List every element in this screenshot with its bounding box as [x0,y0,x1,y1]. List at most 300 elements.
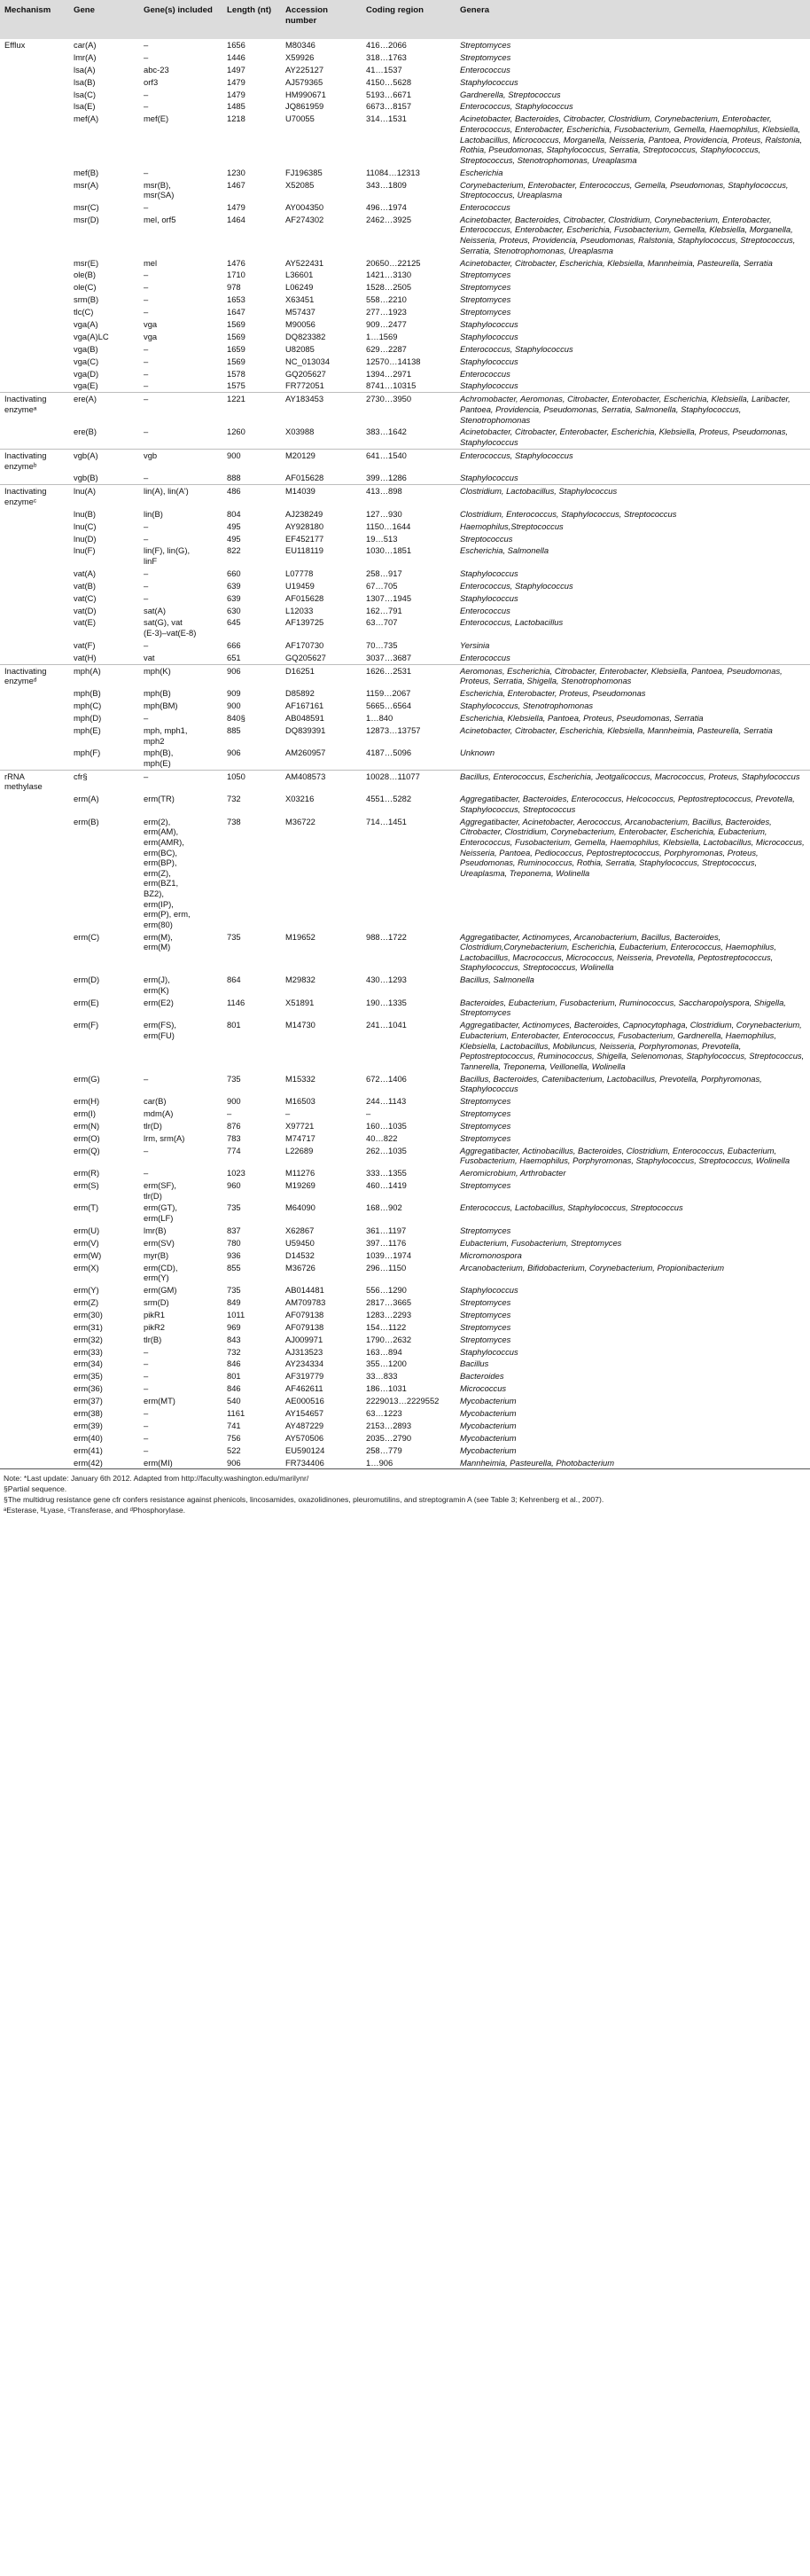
coding-region-cell: 12873…13757 [366,724,421,735]
table-row [0,380,810,392]
genes-included-cell: – [144,580,149,591]
genes-included-cell: erm(J), erm(K) [144,975,170,995]
length-cell: 486 [222,485,281,508]
mechanism-cell [0,652,69,664]
mechanism-cell [0,257,69,270]
genes-included-cell: mph(B) [144,688,171,699]
table-row [0,76,810,89]
mechanism-cell [0,472,69,484]
accession-cell: M74717 [285,1132,315,1143]
genes-included-cell: erm(GT), erm(LF) [144,1202,178,1224]
accession-cell: AY004350 [285,201,324,212]
gene-cell: vat(E) [74,617,97,628]
table-row [0,664,810,687]
mechanism-cell [0,269,69,281]
coding-region-cell: 2462…3925 [366,214,412,224]
length-cell: 1146 [227,997,245,1007]
genera-cell: Streptomyces [460,1108,511,1118]
length-cell: 864 [227,975,241,985]
genes-included-cell: pikR2 [144,1321,165,1332]
genes-included-cell: erm(CD), erm(Y) [144,1262,178,1283]
coding-region-cell: 1790…2632 [366,1334,412,1344]
gene-cell: erm(Y) [74,1285,99,1296]
table-row [0,51,810,64]
genes-included-cell: lrm, srm(A) [144,1132,185,1143]
table-header [0,0,810,39]
mechanism-cell [0,1457,69,1469]
mechanism-cell [0,1346,69,1358]
coding-region-cell: 1150…1644 [366,521,411,531]
mechanism-cell [0,179,69,201]
mechanism-cell [0,1420,69,1432]
table-row [0,700,810,712]
length-cell: 1653 [227,294,245,305]
header-mechanism: Mechanism [4,5,51,15]
gene-cell: erm(A) [74,794,99,804]
length-cell: 783 [227,1132,241,1143]
length-cell: 756 [227,1432,241,1443]
mechanism-cell [0,747,69,770]
coding-region-cell: 2817…3665 [366,1297,412,1308]
accession-cell: L06249 [285,282,314,293]
length-cell: 630 [227,605,241,615]
genera-cell: Staphylococcus [460,473,518,483]
genes-included-cell: – [144,89,149,99]
length-cell: 522 [227,1445,241,1455]
coding-region-cell: 988…1722 [366,931,407,942]
table-row [0,1019,810,1072]
table-row [0,652,810,664]
genes-included-cell: – [144,368,149,379]
length-cell: 1050 [222,770,281,793]
genes-included-cell: vgb [139,449,222,472]
genera-cell: Bacillus, Salmonella [460,975,534,985]
accession-cell: GQ205627 [285,652,326,662]
length-cell: 732 [227,1346,241,1357]
genes-included-cell: – [144,568,149,578]
gene-cell: erm(33) [74,1346,103,1357]
length-cell: 900 [222,449,281,472]
accession-cell: L36601 [285,270,314,280]
table-row [0,1346,810,1358]
table-row [0,472,810,484]
table-row [0,1321,810,1334]
mechanism-cell [0,592,69,605]
coding-region-cell: 1394…2971 [366,368,412,379]
mechanism-cell [0,1395,69,1407]
table-row [0,294,810,306]
table-row [0,1179,810,1202]
mechanism-cell [0,1445,69,1457]
gene-cell: lsa(A) [74,64,96,74]
gene-cell: erm(37) [74,1396,103,1406]
gene-cell: erm(R) [74,1168,100,1178]
table-notes [0,1469,810,1515]
mechanism-cell [0,1309,69,1321]
length-cell: 495 [227,533,241,544]
length-cell: 666 [227,639,241,650]
table-row [0,1108,810,1120]
gene-cell: erm(X) [74,1262,99,1272]
coding-region-cell: 641…1540 [362,449,456,472]
table-row [0,1132,810,1145]
table-row [0,179,810,201]
header-coding-region: Coding region [366,5,424,15]
accession-cell: JQ861959 [285,101,324,112]
length-cell: 1260 [227,427,245,437]
table-row [0,89,810,101]
length-cell: 909 [227,688,241,699]
table-row [0,521,810,533]
gene-cell: erm(39) [74,1420,103,1430]
length-cell: 936 [227,1249,241,1260]
table-body [0,39,810,1469]
gene-cell: erm(Q) [74,1145,100,1155]
genera-cell: Enterococcus [460,201,510,212]
genes-included-cell: vga [144,319,158,329]
coding-region-cell: 1030…1851 [366,545,412,556]
genera-cell: Staphylococcus [460,356,518,366]
accession-cell: AF167161 [285,701,324,711]
coding-region-cell: 10028…11077 [362,770,456,793]
coding-region-cell: 67…705 [366,580,398,591]
genes-included-cell: mph(B), mph(E) [144,748,174,768]
table-row [0,368,810,380]
gene-cell: erm(U) [74,1225,100,1235]
length-cell: 741 [227,1420,241,1430]
length-cell: 1464 [227,214,245,224]
mechanism-cell [0,426,69,449]
genera-cell: Enterococcus, Staphylococcus [460,580,573,591]
accession-cell: AJ313523 [285,1346,323,1357]
genes-included-cell: sat(G), vat (E-3)–vat(E-8) [144,617,197,638]
accession-cell: D16251 [281,664,362,687]
coding-region-cell: 40…822 [366,1132,398,1143]
genes-included-cell: lmr(B) [144,1225,167,1235]
genes-included-cell: – [144,167,149,177]
coding-region-cell: 399…1286 [366,473,407,483]
genera-cell: Bacillus, Bacteroides, Catenibacterium, Lactobacillus, Prevotella, Porphyromonas, Staphylococcus [460,1073,762,1094]
mechanism-cell [0,1382,69,1395]
gene-cell: cfr§ [69,770,139,793]
coding-region-cell: 1421…3130 [366,270,412,280]
genes-included-cell: tlr(B) [144,1334,162,1344]
length-cell: 1659 [227,343,245,354]
coding-region-cell: 318…1763 [366,51,407,62]
header-genes-included: Gene(s) included [144,5,213,15]
coding-region-cell: 1626…2531 [362,664,456,687]
gene-cell: mef(A) [74,114,99,124]
genera-cell: Staphylococcus [460,380,518,391]
genera-cell: Mycobacterium [460,1408,517,1419]
genes-included-cell: lin(A), lin(A') [139,485,222,508]
genera-cell: Aggregatibacter, Bacteroides, Enterococcus, Helcococcus, Peptostreptococcus, Prevotella, Staphylococcus, Streptococcus [460,794,795,814]
gene-cell: lsa(B) [74,76,96,87]
coding-region-cell: 361…1197 [366,1225,407,1235]
gene-cell: car(A) [74,40,97,50]
accession-cell: AF170730 [285,639,324,650]
gene-cell: ere(B) [74,427,97,437]
mechanism-cell [0,1120,69,1132]
mechanism-cell [0,1407,69,1420]
length-cell: 738 [227,816,241,826]
coding-region-cell: 1307…1945 [366,592,412,603]
length-cell: 1569 [227,356,245,366]
table-row [0,1225,810,1237]
accession-cell: M15332 [285,1073,315,1084]
mechanism-cell [0,1019,69,1072]
coding-region-cell: 160…1035 [366,1120,407,1131]
coding-region-cell: 258…917 [366,568,402,578]
accession-cell: EU118119 [285,545,323,556]
accession-cell: L07778 [285,568,314,578]
gene-cell: erm(D) [74,975,100,985]
accession-cell: FR734406 [281,1457,362,1469]
gene-cell: vga(D) [74,368,99,379]
gene-cell: mph(C) [74,701,102,711]
coding-region-cell: 163…894 [366,1346,402,1357]
accession-cell: M36726 [285,1262,315,1272]
table-row [0,257,810,270]
table-row [0,1249,810,1262]
table-row [0,1095,810,1108]
mechanism-cell [0,294,69,306]
length-cell: 1647 [227,307,245,317]
accession-cell: X97721 [285,1120,315,1131]
mechanism-cell [0,1284,69,1296]
genes-included-cell: – [144,521,149,531]
table-row [0,1120,810,1132]
genes-included-cell: – [144,294,149,305]
genes-included-cell: erm(2), erm(AM), erm(AMR), erm(BC), erm(BP), erm(Z), erm(BZ1, BZ2), erm(IP), erm(P), erm, erm(80) [144,816,191,929]
length-cell: 885 [227,724,241,735]
mechanism-cell [0,700,69,712]
table-row [0,449,810,472]
accession-cell: D14532 [285,1249,315,1260]
accession-cell: AY928180 [285,521,324,531]
coding-region-cell: 1…906 [362,1457,456,1469]
mechanism-cell [0,1167,69,1179]
coding-region-cell: 314…1531 [366,114,407,124]
accession-cell: AB048591 [285,713,324,724]
coding-region-cell: 629…2287 [366,343,407,354]
length-cell: 774 [227,1145,241,1155]
table-row [0,343,810,356]
table-row [0,793,810,815]
genes-included-cell: orf3 [144,76,159,87]
coding-region-cell: 4187…5096 [366,748,412,758]
accession-cell: U59450 [285,1237,315,1248]
length-cell: 735 [227,1285,241,1296]
genera-cell: Bacillus, Enterococcus, Escherichia, Jeotgalicoccus, Macrococcus, Proteus, Staphylococcus [456,770,810,793]
accession-cell: AF015628 [285,592,324,603]
genera-cell: Acinetobacter, Citrobacter, Escherichia, Klebsiella, Mannheimia, Pasteurella, Serratia [460,257,773,268]
coding-region-cell: 1528…2505 [366,282,412,293]
accession-cell: M20129 [281,449,362,472]
mechanism-cell [0,639,69,652]
length-cell: 849 [227,1297,241,1308]
coding-region-cell: 2730…3950 [362,393,456,427]
mechanism-cell [0,306,69,318]
table-row [0,1145,810,1167]
genera-cell: Bacillus [460,1358,489,1369]
genes-included-cell: – [144,101,149,112]
gene-cell: vga(C) [74,356,99,366]
mechanism-cell [0,76,69,89]
accession-cell: AM260957 [285,748,326,758]
table-row [0,269,810,281]
mechanism-cell [0,1202,69,1224]
accession-cell: M64090 [285,1202,315,1213]
coding-region-cell: 343…1809 [366,179,407,190]
accession-cell: M29832 [285,975,315,985]
genera-cell: Streptomyces [460,1297,511,1308]
genera-cell: Streptomyces [460,282,511,293]
genes-included-cell: – [144,473,149,483]
accession-cell: M19652 [285,931,315,942]
gene-cell: erm(O) [74,1132,100,1143]
length-cell: 735 [227,1073,241,1084]
gene-cell: erm(34) [74,1358,103,1369]
length-cell: 804 [227,508,241,519]
genera-cell: Haemophilus,Streptococcus [460,521,564,531]
genera-cell: Achromobacter, Aeromonas, Citrobacter, Enterobacter, Escherichia, Klebsiella, Laribacter, Pantoea, Providencia, Pseudomonas, Serratia, Salmonella, Staphylococcus, Stenotrophomonas [456,393,810,427]
genes-included-cell: srm(D) [144,1297,169,1308]
accession-cell: AM709783 [285,1297,326,1308]
length-cell: 822 [227,545,241,556]
genes-included-cell: – [144,51,149,62]
genes-included-cell: – [144,201,149,212]
accession-cell: M14730 [285,1020,315,1030]
accession-cell: L12033 [285,605,314,615]
length-cell: 495 [227,521,241,531]
genes-included-cell: erm(SF), tlr(D) [144,1180,176,1201]
gene-cell: vat(D) [74,605,97,615]
gene-cell: erm(I) [74,1108,96,1118]
genes-included-cell: – [139,770,222,793]
gene-cell: erm(40) [74,1432,103,1443]
genera-cell: Aggregatibacter, Acinetobacter, Aerococcus, Arcanobacterium, Bacillus, Bacteroides, Citrobacter, Clostridium, Corynebacterium, Enterobacter, Escherichia, Eubacterium, Enterococcus, Fusobacterium, Gemella, Haemophilus, Klebsiella, Lactobacillus, Micrococcus, Neisseria, Pantoea, Pediococcus, Peptostreptococcus, Porphyromonas, Proteus, Pseudomonas, Ruminococcus, Rothia, Serratia, Staphylococcus, Streptococcus, Ureaplasma, Treponema, Wolinella [460,816,805,878]
table-row [0,712,810,724]
mechanism-cell [0,1095,69,1108]
accession-cell: X03988 [285,427,315,437]
accession-cell: X62867 [285,1225,315,1235]
gene-cell: vat(H) [74,652,97,662]
genes-included-cell: erm(GM) [144,1285,177,1296]
gene-cell: ole(B) [74,270,97,280]
table-row [0,770,810,793]
genera-cell: Streptomyces [460,1321,511,1332]
mechanism-cell [0,380,69,392]
genes-included-cell: – [144,1383,149,1394]
length-cell: 876 [227,1120,241,1131]
genes-included-cell: – [144,1445,149,1455]
genes-included-cell: – [144,1420,149,1430]
header-row [0,0,810,39]
genes-included-cell: mph(K) [139,664,222,687]
genera-cell: Enterococcus, Lactobacillus [460,617,564,628]
genera-cell: Enterococcus, Staphylococcus [460,101,573,112]
genera-cell: Streptomyces [460,1180,511,1190]
coding-region-cell: 909…2477 [366,319,407,329]
table-row [0,544,810,567]
genes-included-cell: erm(E2) [144,997,174,1007]
accession-cell: M57437 [285,307,315,317]
genera-cell: Streptomyces [460,1309,511,1319]
mechanism-cell [0,201,69,214]
length-cell: 960 [227,1180,241,1190]
mechanism-cell [0,1296,69,1309]
genera-cell: Streptomyces [460,307,511,317]
mechanism-cell [0,580,69,592]
coding-region-cell: 1159…2067 [366,688,411,699]
length-cell: – [227,1108,232,1118]
table-row [0,639,810,652]
gene-cell: vat(F) [74,639,96,650]
coding-region-cell: 154…1122 [366,1321,407,1332]
length-cell: 1230 [227,167,245,177]
genera-cell: Streptomyces [460,1120,511,1131]
accession-cell: DQ823382 [285,331,326,341]
genes-included-cell: lin(F), lin(G), linF [144,545,191,567]
coding-region-cell: 5665…6564 [366,701,412,711]
genera-cell: Eubacterium, Fusobacterium, Streptomyces [460,1237,622,1248]
mechanism-cell [0,712,69,724]
gene-cell: msr(C) [74,201,99,212]
accession-cell: X03216 [285,794,315,804]
length-cell: 1476 [227,257,245,268]
mechanism-cell [0,605,69,617]
length-cell: 906 [222,1457,281,1469]
genera-cell: Bacteroides [460,1371,504,1382]
accession-cell: DQ839391 [285,724,326,735]
mechanism-cell [0,167,69,179]
coding-region-cell: 241…1041 [366,1020,407,1030]
gene-cell: lsa(E) [74,101,96,112]
genera-cell: Clostridium, Lactobacillus, Staphylococcus [456,485,810,508]
table-row [0,1284,810,1296]
accession-cell: FR772051 [285,380,324,391]
accession-cell: AJ009971 [285,1334,323,1344]
genera-cell: Micrococcus [460,1383,507,1394]
coding-region-cell: 244…1143 [366,1096,407,1107]
length-cell: 1479 [227,76,245,87]
genes-included-cell: sat(A) [144,605,167,615]
genes-included-cell: msr(B), msr(SA) [144,179,175,200]
table-row [0,393,810,427]
length-cell: 660 [227,568,241,578]
gene-cell: ere(A) [69,393,139,427]
gene-cell: lnu(B) [74,508,97,519]
accession-cell: U70055 [285,114,315,124]
genera-cell: Staphylococcus [460,331,518,341]
mechanism-cell: Inactivating enzymeᶜ [0,485,69,508]
genera-cell: Acinetobacter, Bacteroides, Citrobacter, Clostridium, Corynebacterium, Enterobacter, Enterococcus, Enterobacter, Escherichia, Fusobacterium, Gemella, Klebsiella, Morganella, Neisseria, Proteus, Providencia, Pseudomonas, Ralstonia, Staphylococcus, Streptococcus, Serratia, Stenotrophomonas, Ureaplasma [460,214,796,255]
table-row [0,201,810,214]
genera-cell: Staphylococcus, Stenotrophomonas [460,701,594,711]
gene-cell: vgb(A) [69,449,139,472]
coding-region-cell: 33…833 [366,1371,398,1382]
table-row [0,113,810,166]
coding-region-cell: 296…1150 [366,1262,407,1272]
table-row [0,1202,810,1224]
coding-region-cell: 277…1923 [366,307,407,317]
coding-region-cell: 41…1537 [366,64,402,74]
genes-included-cell: – [144,1145,149,1155]
coding-region-cell: 355…1200 [366,1358,407,1369]
accession-cell: EU590124 [285,1445,325,1455]
genera-cell: Enterococcus [460,368,510,379]
